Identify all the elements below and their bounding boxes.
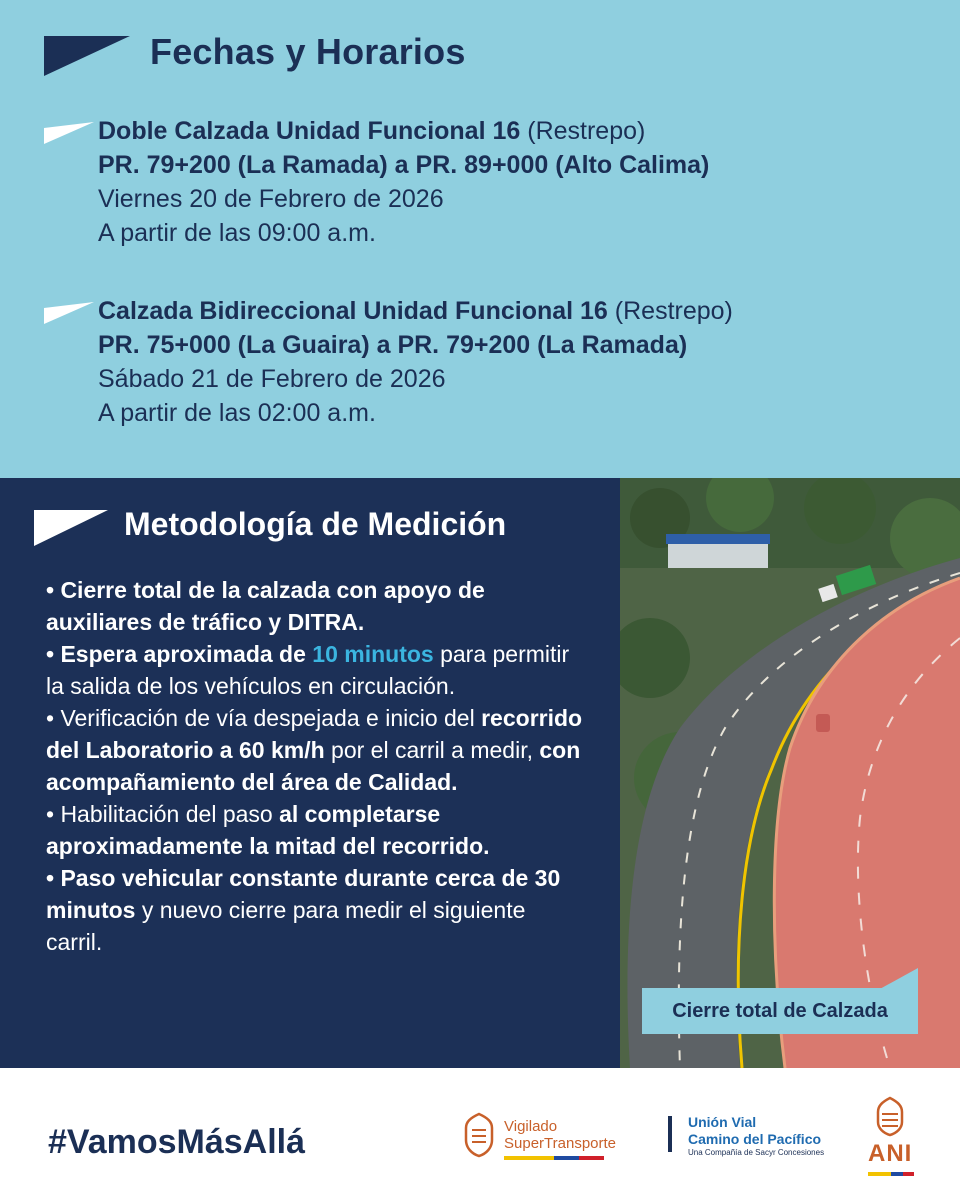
entry-date: Sábado 21 de Febrero de 2026 <box>98 365 446 393</box>
union-vial-logo <box>668 1112 838 1162</box>
coat-of-arms-icon <box>462 1112 496 1158</box>
schedule-entry-2 <box>98 294 948 430</box>
list-item: • Verificación de vía despejada e inicio del recorrido del Laboratorio a 60 km/h por el carril a medir, con acompañamiento del área de Calidad. <box>46 705 583 795</box>
schedule-section <box>0 0 960 478</box>
list-item: • Cierre total de la calzada con apoyo de auxiliares de tráfico y DITRA. <box>46 577 485 635</box>
entry-time: A partir de las 09:00 a.m. <box>98 219 376 247</box>
list-item: • Paso vehicular constante durante cerca de 30 minutos y nuevo cierre para medir el siguiente carril. <box>46 865 561 955</box>
supertransporte-text: Vigilado SuperTransporte <box>504 1118 617 1152</box>
union-vial-subtitle: Una Compañía de Sacyr Concesiones <box>688 1148 825 1157</box>
list-item: • Espera aproximada de 10 minutos para permitir la salida de los vehículos en circulación. <box>46 641 570 699</box>
methodology-list <box>46 574 586 958</box>
flag-decoration-icon <box>878 968 918 990</box>
methodology-title: Metodología de Medición <box>124 506 507 542</box>
photo-caption: Cierre total de Calzada <box>642 988 918 1034</box>
schedule-title: Fechas y Horarios <box>150 31 466 72</box>
flag-bullet-icon <box>44 122 94 144</box>
entry-name: Calzada Bidireccional Unidad Funcional 16 (Restrepo) <box>98 297 733 325</box>
flag-bullet-icon <box>44 302 94 324</box>
schedule-entry-1 <box>98 114 948 250</box>
ani-logo <box>862 1094 922 1178</box>
logo-bar <box>668 1116 672 1152</box>
list-item: • Habilitación del paso al completarse aproximadamente la mitad del recorrido. <box>46 801 490 859</box>
flag-decoration-icon <box>34 510 108 546</box>
footer <box>0 1068 960 1200</box>
flag-stripe <box>504 1156 604 1160</box>
coat-of-arms-icon <box>862 1094 918 1138</box>
campaign-hashtag: #VamosMásAllá <box>48 1123 306 1161</box>
flag-stripe <box>868 1172 914 1176</box>
union-vial-title: Unión Vial Camino del Pacífico <box>688 1114 822 1147</box>
entry-name: Doble Calzada Unidad Funcional 16 (Restrepo) <box>98 117 646 145</box>
supertransporte-logo <box>462 1112 642 1162</box>
entry-date: Viernes 20 de Febrero de 2026 <box>98 185 444 213</box>
ani-text: ANI <box>868 1140 913 1167</box>
methodology-section <box>0 478 620 1068</box>
entry-segment: PR. 79+200 (La Ramada) a PR. 89+000 (Alto Calima) <box>98 151 710 179</box>
entry-segment: PR. 75+000 (La Guaira) a PR. 79+200 (La Ramada) <box>98 331 688 359</box>
entry-time: A partir de las 02:00 a.m. <box>98 399 376 427</box>
flag-decoration-icon <box>44 36 130 76</box>
